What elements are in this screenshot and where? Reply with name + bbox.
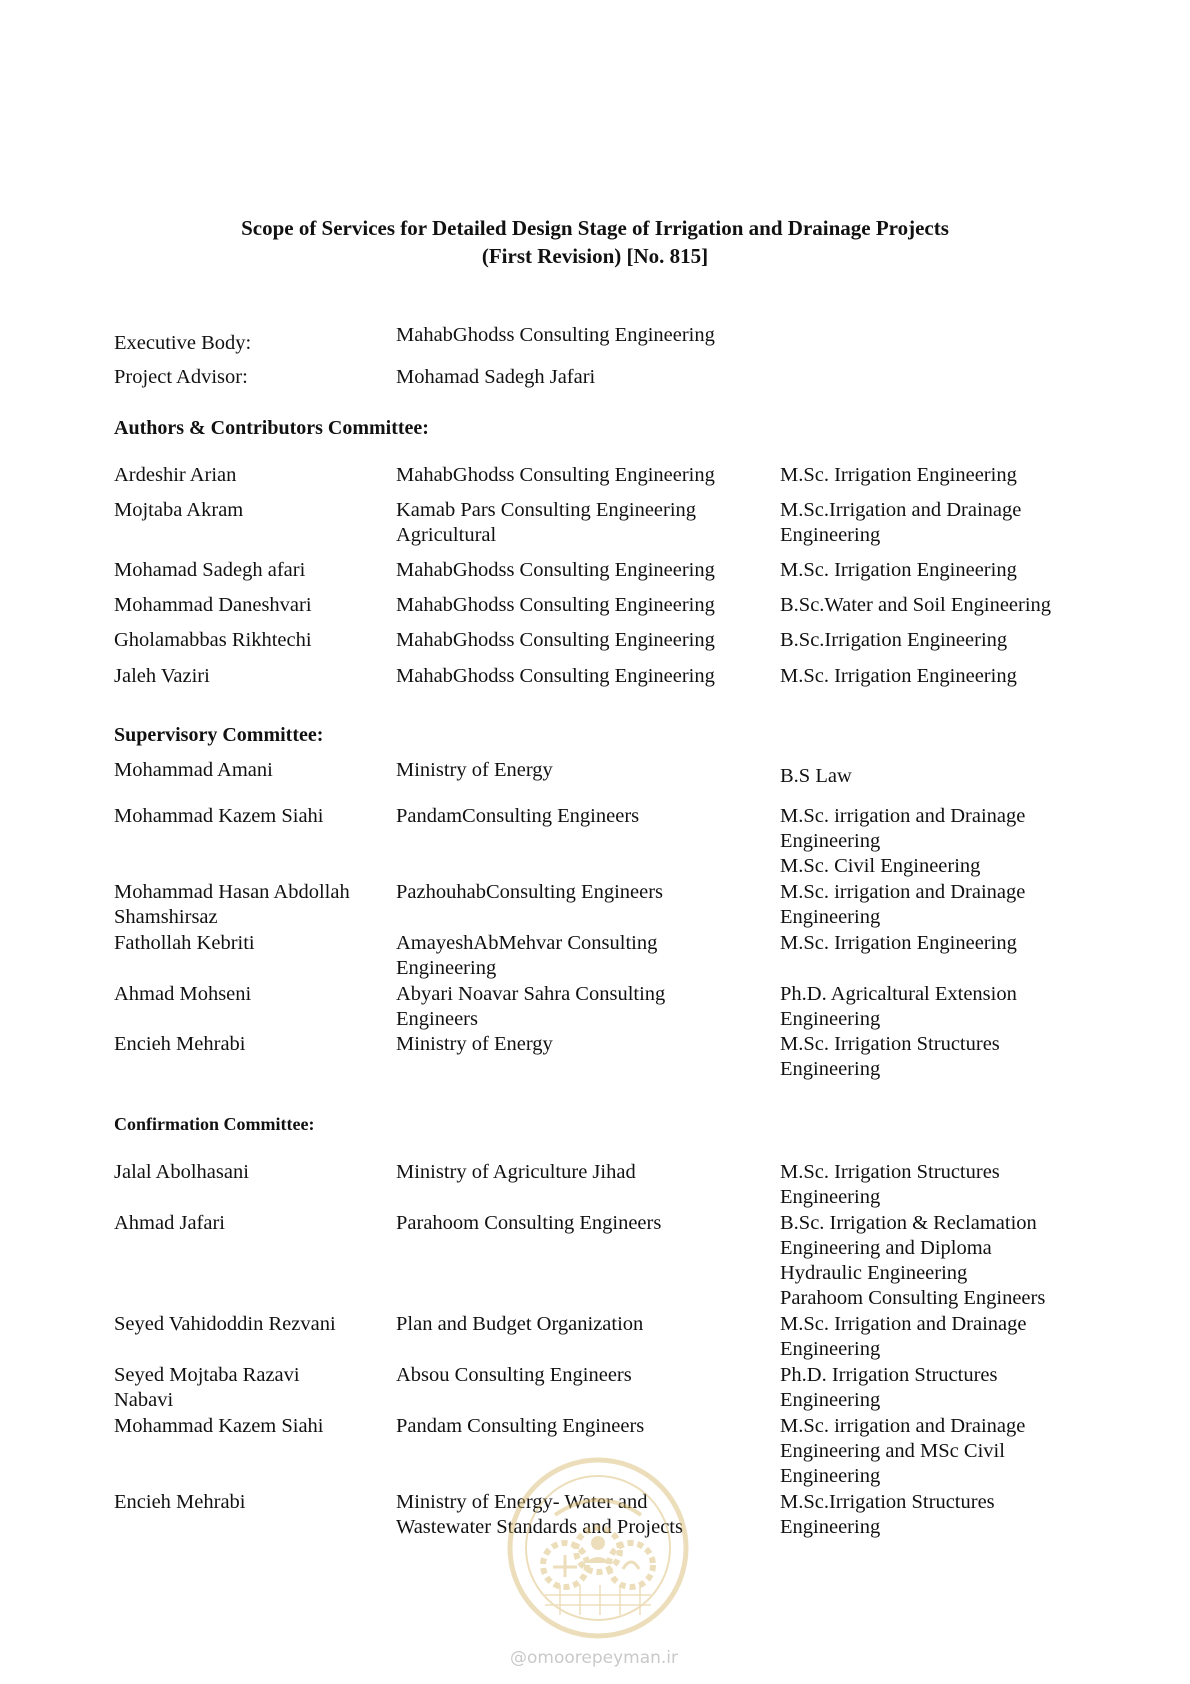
member-organization: MahabGhodss Consulting Engineering <box>396 665 715 687</box>
member-name: Fathollah Kebriti <box>114 932 255 954</box>
executive-body-label: Executive Body: <box>114 332 252 354</box>
member-organization: Ministry of Energy <box>396 1033 553 1055</box>
supervisory-committee-heading: Supervisory Committee: <box>114 724 324 746</box>
member-degree: M.Sc.Irrigation and Drainage Engineering <box>780 499 1022 546</box>
member-degree: M.Sc. Irrigation Structures Engineering <box>780 1161 1000 1208</box>
member-degree: M.Sc. Irrigation and Drainage Engineering <box>780 1313 1027 1360</box>
member-name: Mohammad Kazem Siahi <box>114 1415 324 1437</box>
member-name: Ahmad Mohseni <box>114 983 252 1005</box>
authors-committee-heading: Authors & Contributors Committee: <box>114 417 429 439</box>
member-degree: Ph.D. Irrigation Structures Engineering <box>780 1364 998 1411</box>
member-organization: Ministry of Agriculture Jihad <box>396 1161 636 1183</box>
member-organization: AmayeshAbMehvar Consulting Engineering <box>396 932 658 979</box>
confirmation-committee-heading: Confirmation Committee: <box>114 1114 315 1134</box>
member-name: Ahmad Jafari <box>114 1212 225 1234</box>
member-degree: B.Sc. Irrigation & Reclamation Engineering and Diploma Hydraulic Engineering Parahoom Consulting Engineers <box>780 1212 1046 1309</box>
member-organization: Absou Consulting Engineers <box>396 1364 632 1386</box>
member-degree: B.Sc.Water and Soil Engineering <box>780 594 1052 616</box>
member-name: Mohammad Daneshvari <box>114 594 312 616</box>
member-organization: Abyari Noavar Sahra Consulting Engineers <box>396 983 666 1030</box>
member-degree: B.S Law <box>780 765 852 787</box>
executive-body-value: MahabGhodss Consulting Engineering <box>396 324 715 346</box>
member-organization: MahabGhodss Consulting Engineering <box>396 629 715 651</box>
seal-logo-icon <box>505 1455 691 1641</box>
project-advisor-label: Project Advisor: <box>114 366 248 388</box>
member-organization: MahabGhodss Consulting Engineering <box>396 594 715 616</box>
document-title <box>0 214 1190 270</box>
member-degree: M.Sc. irrigation and Drainage Engineering <box>780 881 1026 928</box>
member-organization: Plan and Budget Organization <box>396 1313 644 1335</box>
member-organization: Ministry of Energy <box>396 759 553 781</box>
member-name: Encieh Mehrabi <box>114 1491 246 1513</box>
member-name: Mohamad Sadegh afari <box>114 559 306 581</box>
member-organization: PandamConsulting Engineers <box>396 805 640 827</box>
member-organization: Kamab Pars Consulting Engineering Agricultural <box>396 499 697 546</box>
member-degree: Ph.D. Agricaltural Extension Engineering <box>780 983 1017 1030</box>
member-organization: PazhouhabConsulting Engineers <box>396 881 664 903</box>
member-organization: Pandam Consulting Engineers <box>396 1415 645 1437</box>
member-degree: M.Sc. irrigation and Drainage Engineering and MSc Civil Engineering <box>780 1415 1026 1487</box>
member-name: Mojtaba Akram <box>114 499 244 521</box>
member-degree: M.Sc. Irrigation Engineering <box>780 464 1017 486</box>
member-degree: M.Sc. Irrigation Structures Engineering <box>780 1033 1000 1080</box>
title-line-1: Scope of Services for Detailed Design Stage of Irrigation and Drainage Projects <box>241 216 949 240</box>
member-name: Gholamabbas Rikhtechi <box>114 629 312 651</box>
member-degree: M.Sc. Irrigation Engineering <box>780 559 1017 581</box>
member-degree: B.Sc.Irrigation Engineering <box>780 629 1008 651</box>
project-advisor-value: Mohamad Sadegh Jafari <box>396 366 596 388</box>
member-name: Mohammad Amani <box>114 759 273 781</box>
member-name: Mohammad Kazem Siahi <box>114 805 324 827</box>
member-organization: MahabGhodss Consulting Engineering <box>396 464 715 486</box>
title-line-2: (First Revision) [No. 815] <box>481 244 709 268</box>
member-name: Jalal Abolhasani <box>114 1161 249 1183</box>
member-name: Seyed Vahidoddin Rezvani <box>114 1313 336 1335</box>
member-degree: M.Sc. Irrigation Engineering <box>780 932 1017 954</box>
member-degree: M.Sc. irrigation and Drainage Engineering M.Sc. Civil Engineering <box>780 805 1026 877</box>
watermark-text: @omoorepeyman.ir <box>510 1648 679 1668</box>
member-organization: MahabGhodss Consulting Engineering <box>396 559 715 581</box>
member-degree: M.Sc.Irrigation Structures Engineering <box>780 1491 995 1538</box>
member-name: Encieh Mehrabi <box>114 1033 246 1055</box>
member-organization: Ministry of Energy- Water and Wastewater Standards and Projects <box>396 1491 683 1538</box>
member-degree: M.Sc. Irrigation Engineering <box>780 665 1017 687</box>
member-name: Jaleh Vaziri <box>114 665 210 687</box>
member-name: Ardeshir Arian <box>114 464 237 486</box>
member-name: Seyed Mojtaba Razavi Nabavi <box>114 1364 300 1411</box>
member-name: Mohammad Hasan Abdollah Shamshirsaz <box>114 881 350 928</box>
member-organization: Parahoom Consulting Engineers <box>396 1212 662 1234</box>
